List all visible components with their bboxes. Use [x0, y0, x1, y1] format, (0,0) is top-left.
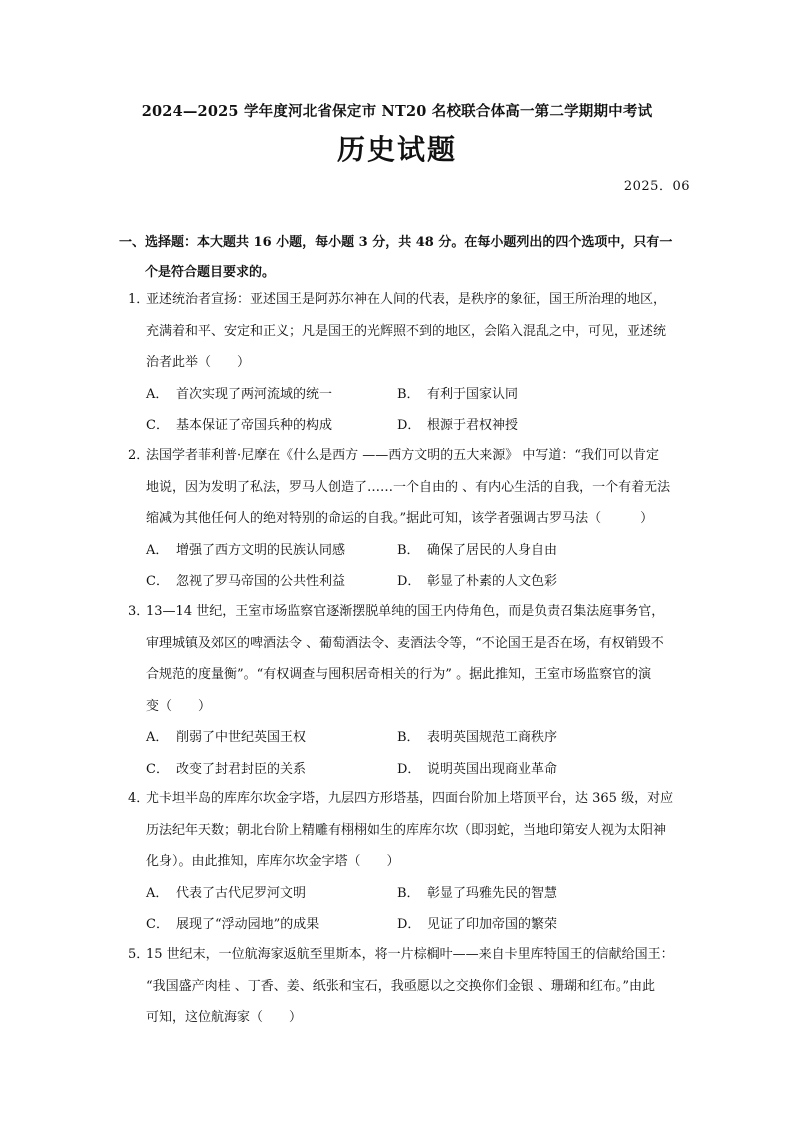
question-3	[128, 596, 688, 785]
exam-subtitle: 2024—2025 学年度河北省保定市 NT20 名校联合体高一第二学期期中考试	[141, 103, 653, 120]
option-b[interactable]: B． 有利于国家认同	[397, 386, 519, 402]
option-b[interactable]: B． 表明英国规范工商秩序	[397, 730, 558, 745]
option-d[interactable]: D． 彰显了朴素的人文色彩	[397, 574, 558, 589]
question-5	[128, 939, 688, 1034]
option-a[interactable]: A． 削弱了中世纪英国王权	[146, 730, 307, 745]
section-instructions-line-1: 一、选择题：本大题共 16 小题，每小题 3 分，共 48 分。在每小题列出的四个选项中，只有一	[119, 235, 673, 250]
question-stem-line: 4．尤卡坦半岛的库库尔坎金字塔，九层四方形塔基，四面台阶加上塔顶平台，达 365 级，对应	[128, 783, 688, 815]
option-a[interactable]: A． 首次实现了两河流域的统一	[146, 386, 333, 402]
question-stem-line: 充满着和平、安定和正义；凡是国王的光辉照不到的地区，会陷入混乱之中，可见，亚述统	[146, 323, 667, 339]
option-c[interactable]: C． 改变了封君封臣的关系	[146, 761, 307, 777]
question-stem-line: 变（ ）	[146, 698, 212, 714]
question-stem-line: 1．亚述统治者宣扬：亚述国王是阿苏尔神在人间的代表，是秩序的象征，国王所治理的地区，	[128, 284, 688, 316]
option-c[interactable]: C． 展现了“浮动园地”的成果	[146, 917, 320, 932]
question-stem-line: “我国盛产肉桂 、丁香、姜、纸张和宝石，我亟愿以之交换你们金银 、珊瑚和红布。”由此	[146, 978, 656, 994]
page-title: 历史试题	[336, 133, 457, 166]
question-stem-line: 合规范的度量衡”。“有权调查与囤积居奇相关的行为” 。据此推知，王室市场监察官的演	[146, 667, 652, 682]
option-d[interactable]: D． 见证了印加帝国的繁荣	[397, 917, 558, 932]
options-row	[128, 379, 688, 411]
question-number: 2．	[128, 448, 150, 463]
question-number: 5．	[128, 947, 150, 962]
exam-date: 2025．06	[623, 179, 690, 194]
question-stem-line: 化身）。由此推知，库库尔坎金字塔（ ）	[146, 854, 400, 869]
options-row	[128, 722, 688, 754]
options-row	[128, 754, 688, 786]
options-row	[128, 909, 688, 941]
option-c[interactable]: C． 忽视了罗马帝国的公共性利益	[146, 574, 346, 589]
question-stem-line: 缩减为其他任何人的绝对特别的命运的自我。”据此可知，该学者强调古罗马法（ ）	[146, 511, 654, 526]
question-stem-line: 3．13—14 世纪，王室市场监察官逐渐摆脱单纯的国王内侍角色，而是负责召集法庭事务官，	[128, 596, 688, 628]
question-stem-line: 历法纪年天数；朝北台阶上精雕有栩栩如生的库库尔坎（即羽蛇，当地印第安人视为太阳神	[146, 822, 667, 838]
question-2	[128, 440, 688, 598]
question-stem-line: 可知，这位航海家（ ）	[146, 1010, 303, 1025]
options-row	[128, 878, 688, 910]
question-stem-line: 审理城镇及郊区的啤酒法令 、葡萄酒法令、麦酒法令等，“不论国王是否在场，有权销毁不	[146, 635, 664, 651]
option-a[interactable]: A． 代表了古代尼罗河文明	[146, 885, 307, 901]
option-b[interactable]: B． 确保了居民的人身自由	[397, 542, 558, 558]
option-c[interactable]: C． 基本保证了帝国兵种的构成	[146, 418, 333, 433]
options-row	[128, 566, 688, 598]
question-stem-line: 地说，因为发明了私法，罗马人创造了……一个自由的 、有内心生活的自我，一个有着无法	[146, 479, 671, 495]
option-b[interactable]: B． 彰显了玛雅先民的智慧	[397, 885, 558, 901]
question-4	[128, 783, 688, 941]
question-number: 4．	[128, 791, 150, 806]
option-d[interactable]: D． 根源于君权神授	[397, 418, 519, 433]
option-d[interactable]: D． 说明英国出现商业革命	[397, 761, 558, 777]
question-stem-line: 2．法国学者菲利普·尼摩在《什么是西方 ——西方文明的五大来源》 中写道：“我们可以肯定	[128, 440, 688, 472]
options-row	[128, 410, 688, 442]
question-number: 3．	[128, 604, 150, 619]
question-number: 1．	[128, 292, 150, 307]
question-1	[128, 284, 688, 442]
section-instructions-line-2: 个是符合题目要求的。	[145, 265, 276, 280]
question-stem-line: 5．15 世纪末，一位航海家返航至里斯本，将一片棕榈叶——来自卡里库特国王的信献给国王：	[128, 939, 688, 971]
option-a[interactable]: A． 增强了西方文明的民族认同感	[146, 542, 346, 558]
section-instructions	[119, 228, 679, 288]
options-row	[128, 535, 688, 567]
question-stem-line: 治者此举（ ）	[146, 355, 251, 370]
